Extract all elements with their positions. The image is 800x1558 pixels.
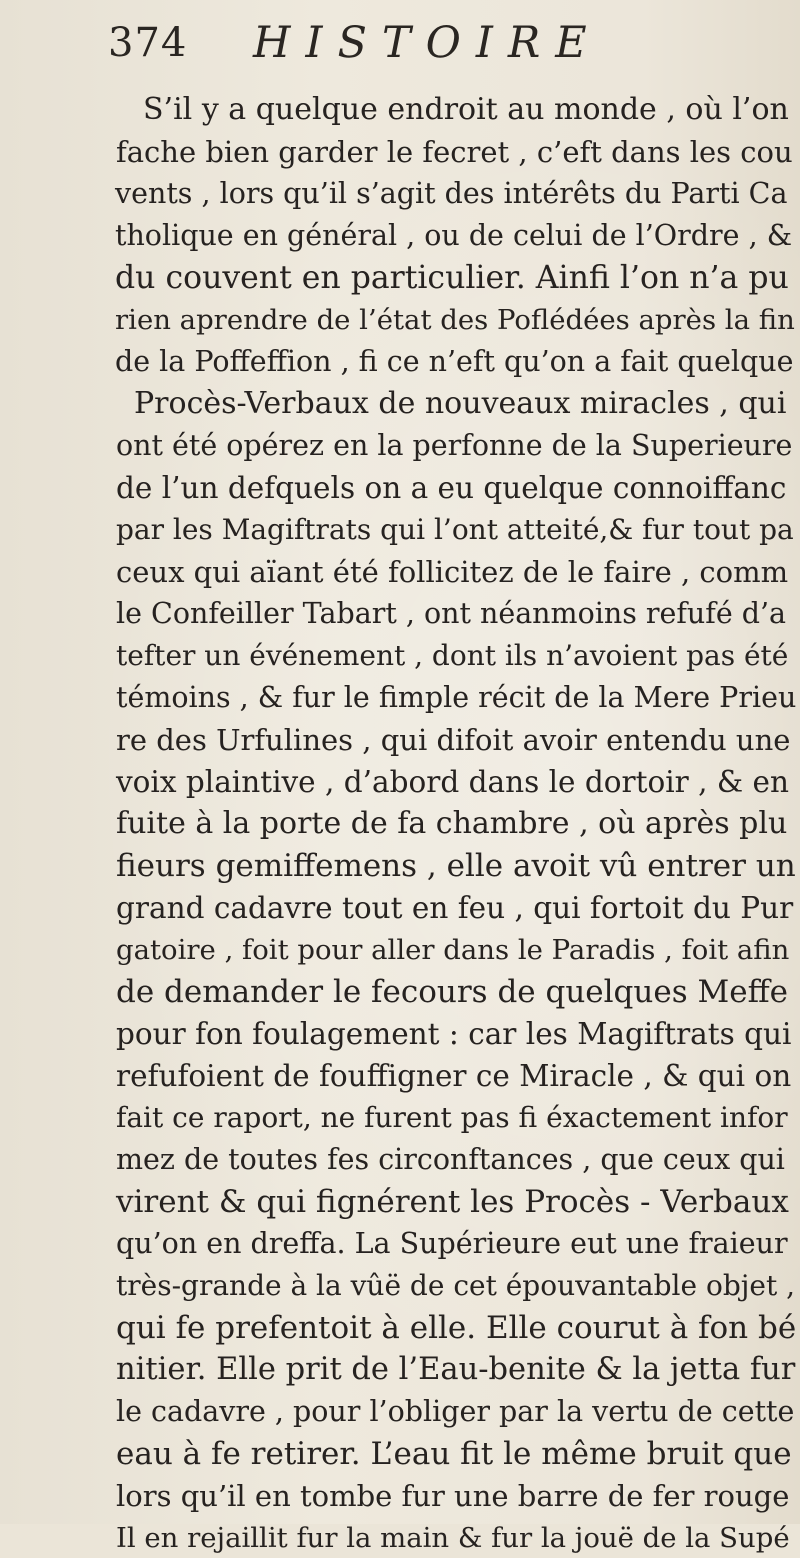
page-header	[108, 18, 800, 78]
text-line: voix plaintive , d’abord dans le dortoir , & en	[116, 765, 789, 799]
text-line: re des Urfulines , qui difoit avoir entendu une	[116, 723, 791, 757]
text-line: rien aprendre de l’état des Poflédées après la fin	[115, 304, 795, 336]
text-line: ceux qui aïant été follicitez de le faire , comm	[116, 555, 789, 589]
text-line: de demander le fecours de quelques Meffe	[116, 974, 788, 1010]
text-line: pour fon foulagement : car les Magiftrats qui	[116, 1017, 792, 1051]
text-line: lors qu’il en tombe fur une barre de fer rouge	[116, 1479, 790, 1513]
text-line: fait ce raport, ne furent pas fi éxactement infor	[116, 1101, 788, 1134]
text-line: eau à fe retirer. L’eau fit le même bruit que	[116, 1436, 792, 1472]
text-line: ont été opérez en la perfonne de la Superieure	[116, 429, 793, 462]
page-number: 374	[108, 20, 188, 66]
text-line: vents , lors qu’il s’agit des intérêts du Parti Ca	[115, 177, 788, 210]
text-line: tholique en général , ou de celui de l’Ordre , &	[115, 219, 793, 252]
text-line: gatoire , foit pour aller dans le Paradis , foit afin	[116, 934, 790, 966]
text-line: fieurs gemiffemens , elle avoit vû entrer un	[116, 848, 796, 884]
text-line: grand cadavre tout en feu , qui fortoit du Pur	[116, 891, 794, 925]
text-line: Il en rejaillit fur la main & fur la jouë de la Supé	[116, 1522, 790, 1554]
text-line: qui fe prefentoit à elle. Elle courut à fon bé	[116, 1310, 797, 1346]
text-line: qu’on en dreffa. La Supérieure eut une fraieur	[116, 1227, 788, 1260]
text-line: de l’un defquels on a eu quelque connoiffanc	[116, 471, 787, 505]
text-line: le Confeiller Tabart , ont néanmoins refufé d’a	[116, 597, 787, 630]
text-line: très-grande à la vûë de cet épouvantable objet ,	[116, 1269, 796, 1302]
text-line: S’il y a quelque endroit au monde , où l’on	[143, 92, 789, 127]
text-line: le cadavre , pour l’obliger par la vertu de cette	[116, 1395, 795, 1428]
text-line: tefter un événement , dont ils n’avoient pas été	[116, 639, 789, 672]
text-line: du couvent en particulier. Ainfi l’on n’a pu	[115, 260, 789, 296]
text-line: témoins , & fur le fimple récit de la Mere Prieu	[116, 681, 797, 714]
text-line: nitier. Elle prit de l’Eau-benite & la jetta fur	[116, 1352, 796, 1387]
text-line: virent & qui fignérent les Procès - Verbaux	[116, 1184, 789, 1220]
text-line: de la Poffeffion , fi ce n’eft qu’on a fait quelque	[115, 345, 794, 378]
text-line: refufoient de fouffigner ce Miracle , & qui on	[116, 1059, 792, 1093]
running-head: HISTOIRE	[253, 18, 602, 68]
text-line: fache bien garder le fecret , c’eft dans les cou	[116, 135, 793, 169]
text-line: Procès-Verbaux de nouveaux miracles , qui	[134, 386, 787, 421]
text-line: par les Magiftrats qui l’ont atteité,& fur tout pa	[116, 513, 794, 546]
text-line: mez de toutes fes circonftances , que ceux qui	[116, 1143, 785, 1176]
text-line: fuite à la porte de fa chambre , où après plu	[116, 806, 788, 841]
